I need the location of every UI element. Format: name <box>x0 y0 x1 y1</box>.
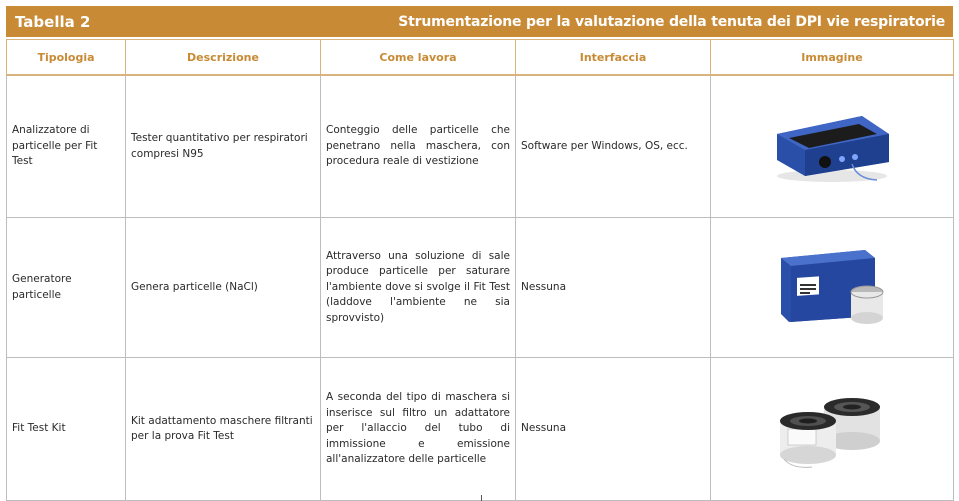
particle-analyzer-device-icon <box>767 104 897 184</box>
column-header-row <box>7 40 954 76</box>
cell-descrizione: Tester quantitativo per respiratori compresi N95 <box>126 75 321 218</box>
page-edge-mark <box>481 495 482 501</box>
col-header-immagine: Immagine <box>711 40 954 76</box>
cell-descrizione: Genera particelle (NaCl) <box>126 218 321 358</box>
cell-interfaccia: Software per Windows, OS, ecc. <box>516 75 711 218</box>
col-header-come-lavora: Come lavora <box>321 40 516 76</box>
filter-adapter-kit-icon <box>762 379 902 474</box>
cell-come-lavora: Attraverso una soluzione di sale produce particelle per saturare l'ambiente dove si svolge il Fit Test (laddove l'ambiente ne sia sprovvisto) <box>321 218 516 358</box>
cell-interfaccia: Nessuna <box>516 358 711 501</box>
cell-tipologia: Fit Test Kit <box>7 358 126 501</box>
cell-immagine <box>711 75 954 218</box>
table-row <box>7 358 954 501</box>
equipment-table <box>6 39 954 501</box>
table-row <box>7 75 954 218</box>
cell-immagine <box>711 218 954 358</box>
particle-generator-device-icon <box>767 240 897 330</box>
table-label: Tabella 2 <box>15 12 91 31</box>
table-header-bar <box>6 6 953 37</box>
col-header-descrizione: Descrizione <box>126 40 321 76</box>
table-row <box>7 218 954 358</box>
cell-interfaccia: Nessuna <box>516 218 711 358</box>
cell-descrizione: Kit adattamento maschere filtranti per la prova Fit Test <box>126 358 321 501</box>
cell-tipologia: Analizzatore di particelle per Fit Test <box>7 75 126 218</box>
cell-come-lavora: Conteggio delle particelle che penetrano nella maschera, con procedura reale di vestizione <box>321 75 516 218</box>
cell-immagine <box>711 358 954 501</box>
cell-come-lavora: A seconda del tipo di maschera si inserisce sul filtro un adattatore per l'allaccio del tubo di immissione e emissione all'analizzatore delle particelle <box>321 358 516 501</box>
cell-tipologia: Generatore particelle <box>7 218 126 358</box>
table-title: Strumentazione per la valutazione della tenuta dei DPI vie respiratorie <box>398 13 945 30</box>
col-header-tipologia: Tipologia <box>7 40 126 76</box>
col-header-interfaccia: Interfaccia <box>516 40 711 76</box>
